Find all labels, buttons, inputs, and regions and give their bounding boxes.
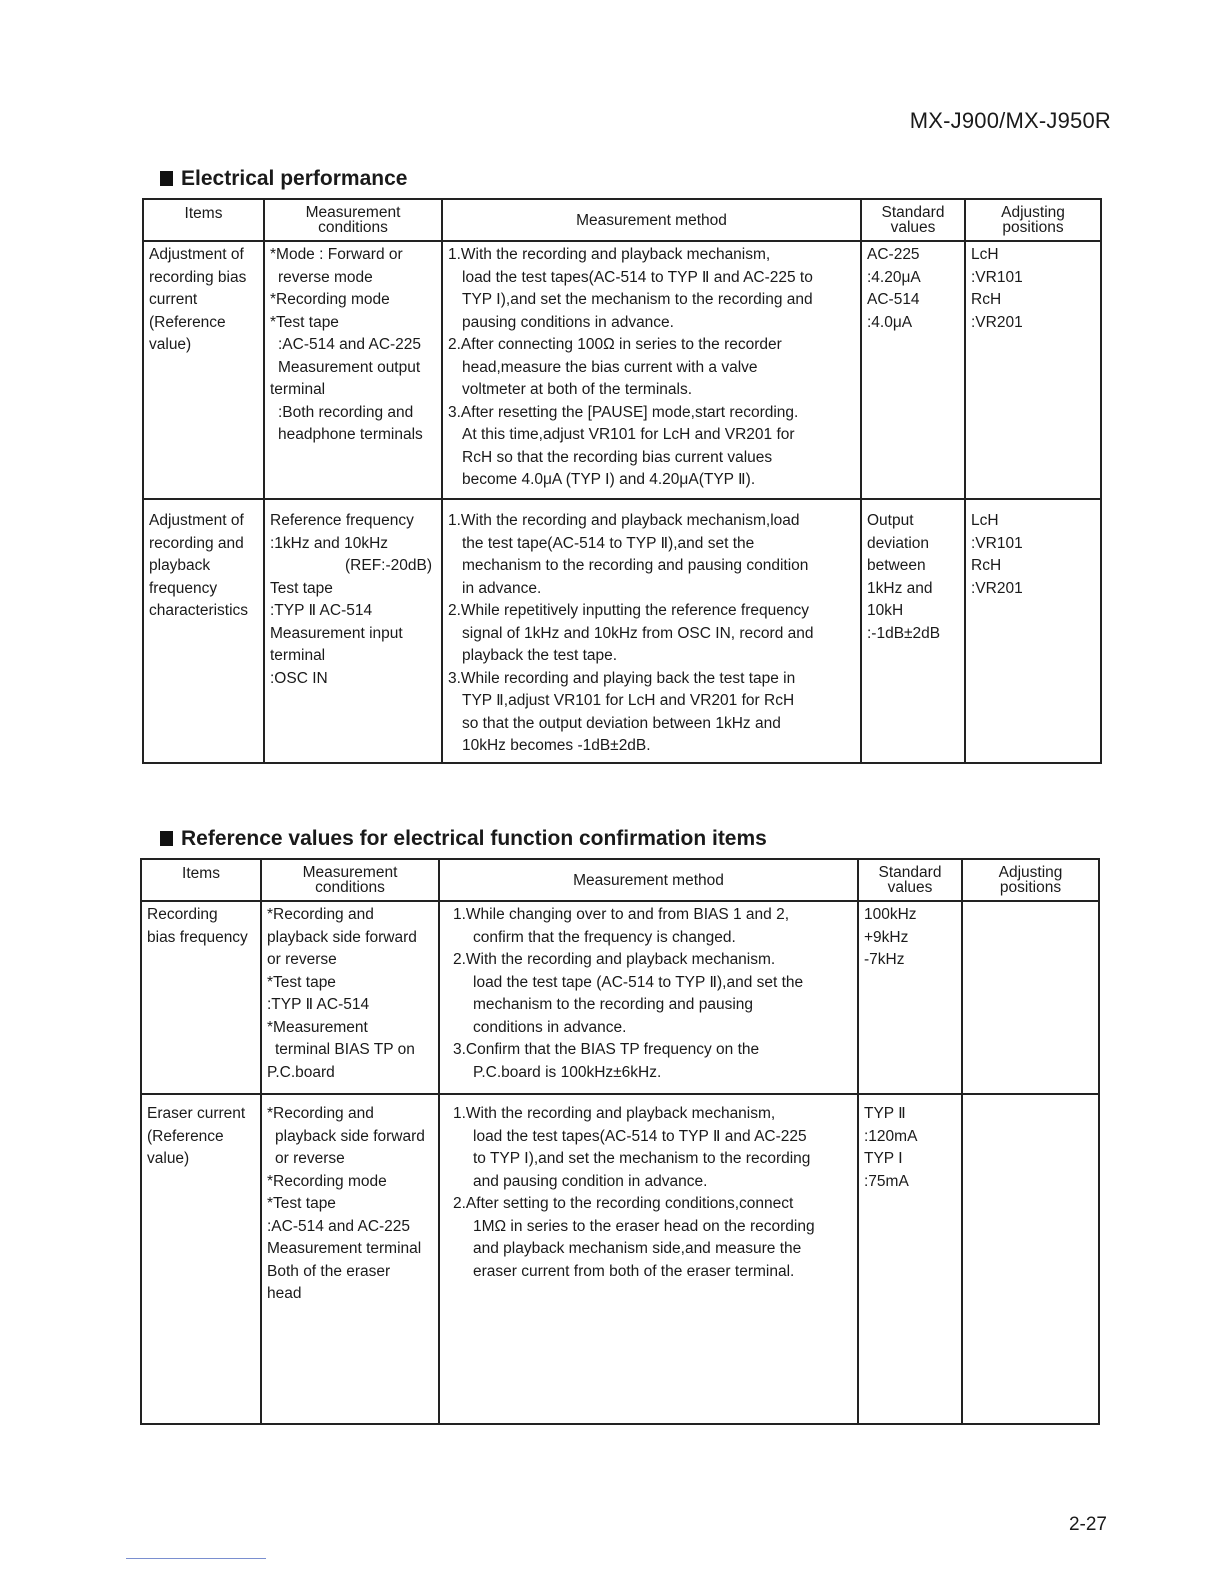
cell-line: Reference frequency [270, 512, 414, 529]
cell-line: Measurement output [278, 358, 421, 376]
cell-line: or reverse [275, 1150, 345, 1167]
header-standard: Standard values [861, 199, 965, 241]
cell-line: value) [149, 336, 192, 353]
section-title-reference-values [160, 827, 767, 851]
cell-adjusting [965, 499, 1101, 763]
cell-line: :AC-514 and AC-225 [278, 336, 422, 353]
cell-line: Adjustment of [149, 246, 244, 263]
header-items: Items [143, 199, 264, 241]
cell-line: :4.20μA [867, 268, 921, 286]
table-header-row [141, 859, 1099, 901]
section-title-text: Electrical performance [181, 167, 408, 190]
cell-line: recording and [149, 534, 244, 552]
cell-line: playback side forward [275, 1127, 425, 1145]
cell-line: :120mA [864, 1127, 918, 1145]
cell-line: *Test tape [270, 313, 339, 331]
cell-line: characteristics [149, 602, 249, 619]
header-standard: Standard values [858, 859, 962, 901]
cell-line: 1.While changing over to and from BIAS 1 and 2, [453, 906, 790, 923]
cell-line: and pausing condition in advance. [473, 1172, 708, 1190]
footer-rule [126, 1558, 266, 1559]
cell-adjusting [965, 241, 1101, 499]
header-adjusting: Adjusting positions [962, 859, 1099, 901]
header-conditions: Measurement conditions [264, 199, 442, 241]
cell-line: current [149, 291, 198, 308]
cell-line: Test tape [270, 579, 333, 597]
cell-items [141, 901, 261, 1094]
cell-line: *Recording mode [267, 1172, 387, 1190]
cell-line: *Test tape [267, 1195, 336, 1212]
cell-line: 1.With the recording and playback mechanism,load [448, 512, 800, 529]
cell-standard [861, 499, 965, 763]
cell-line: terminal BIAS TP on [275, 1041, 415, 1058]
cell-conditions [261, 1094, 439, 1424]
model-number: MX-J900/MX-J950R [909, 108, 1111, 133]
cell-line: 10kHz becomes -1dB±2dB. [462, 737, 651, 754]
cell-line: 1.With the recording and playback mechanism, [448, 246, 771, 263]
cell-line: RcH [971, 291, 1002, 308]
cell-line: head [267, 1285, 302, 1302]
cell-line: Measurement terminal [267, 1240, 422, 1257]
section-title-text: Reference values for electrical function confirmation items [181, 827, 767, 850]
cell-conditions [264, 241, 442, 499]
cell-line: recording bias [149, 268, 247, 286]
cell-line: 3.While recording and playing back the test tape in [448, 669, 796, 687]
cell-line: Measurement input [270, 624, 403, 642]
cell-line: Output [867, 512, 914, 529]
cell-line: deviation [867, 534, 930, 552]
cell-line: or reverse [267, 951, 337, 968]
page-number: 2-27 [1068, 1514, 1107, 1535]
cell-line: Recording [147, 906, 218, 923]
cell-line: :4.0μA [867, 313, 913, 331]
cell-line: confirm that the frequency is changed. [473, 928, 736, 946]
cell-standard [858, 1094, 962, 1424]
cell-line: 1.With the recording and playback mechanism, [453, 1105, 776, 1122]
cell-line: :-1dB±2dB [867, 624, 941, 642]
cell-line: At this time,adjust VR101 for LcH and VR201 for [462, 426, 795, 443]
cell-method [442, 241, 861, 499]
cell-line: (Reference [147, 1127, 224, 1145]
cell-line: pausing conditions in advance. [462, 313, 674, 331]
cell-method [439, 901, 858, 1094]
table-header-row [143, 199, 1101, 241]
cell-line: in advance. [462, 579, 542, 597]
cell-line: TYP Ⅱ,adjust VR101 for LcH and VR201 for RcH [462, 692, 795, 709]
cell-line: eraser current from both of the eraser terminal. [473, 1262, 795, 1280]
electrical-performance-table [142, 198, 1102, 764]
cell-line: and playback mechanism side,and measure the [473, 1240, 802, 1257]
cell-line: load the test tapes(AC-514 to TYP Ⅱ and AC-225 to [462, 268, 813, 286]
cell-line: *Measurement [267, 1018, 368, 1036]
cell-line: 10kH [867, 602, 904, 619]
cell-line: +9kHz [864, 928, 909, 946]
cell-line: voltmeter at both of the terminals. [462, 381, 693, 398]
cell-line: 3.After resetting the [PAUSE] mode,start recording. [448, 403, 799, 421]
cell-line: head,measure the bias current with a valve [462, 358, 758, 376]
cell-line: terminal [270, 381, 326, 398]
cell-line: :VR101 [971, 534, 1023, 552]
cell-standard [861, 241, 965, 499]
cell-line: :Both recording and [278, 403, 414, 421]
cell-line: between [867, 557, 926, 574]
cell-line: *Test tape [267, 973, 336, 991]
cell-adjusting [962, 901, 1099, 1094]
cell-method [439, 1094, 858, 1424]
cell-line: *Recording and [267, 1105, 374, 1122]
reference-values-table [140, 858, 1100, 1425]
cell-line: mechanism to the recording and pausing [473, 996, 754, 1013]
cell-line: AC-225 [867, 246, 920, 263]
cell-line: :75mA [864, 1172, 909, 1190]
cell-line: :TYP Ⅱ AC-514 [267, 996, 370, 1013]
header-method: Measurement method [442, 199, 861, 241]
cell-line: value) [147, 1150, 190, 1167]
cell-line: RcH [971, 557, 1002, 574]
cell-line: :1kHz and 10kHz [270, 534, 389, 552]
cell-items [143, 499, 264, 763]
cell-line: playback the test tape. [462, 647, 618, 664]
cell-line: :VR201 [971, 313, 1023, 331]
cell-line: signal of 1kHz and 10kHz from OSC IN, record and [462, 624, 814, 642]
cell-line: conditions in advance. [473, 1018, 627, 1036]
cell-line: (Reference [149, 313, 226, 331]
square-bullet-icon [160, 171, 173, 186]
cell-line: :VR201 [971, 579, 1023, 597]
cell-line: 2.While repetitively inputting the reference frequency [448, 602, 810, 619]
table-row [141, 901, 1099, 1094]
cell-method [442, 499, 861, 763]
cell-line: 100kHz [864, 906, 917, 923]
cell-line: RcH so that the recording bias current values [462, 448, 773, 466]
cell-line: TYP Ⅱ [864, 1105, 906, 1122]
header-items: Items [141, 859, 261, 901]
header-method: Measurement method [439, 859, 858, 901]
cell-line: LcH [971, 512, 999, 529]
cell-line: so that the output deviation between 1kHz and [462, 714, 781, 732]
cell-line: headphone terminals [278, 426, 423, 443]
cell-line: 2.After setting to the recording conditions,connect [453, 1195, 794, 1212]
cell-line: 2.With the recording and playback mechanism. [453, 951, 776, 968]
cell-line: 2.After connecting 100Ω in series to the recorder [448, 336, 782, 353]
cell-line: to TYP Ⅰ),and set the mechanism to the recording [473, 1150, 811, 1167]
cell-line: P.C.board [267, 1063, 335, 1081]
cell-items [141, 1094, 261, 1424]
cell-line: playback [149, 557, 211, 574]
cell-line: (REF:-20dB) [345, 557, 432, 574]
cell-line: :TYP Ⅱ AC-514 [270, 602, 373, 619]
cell-line: AC-514 [867, 291, 920, 308]
cell-line: 3.Confirm that the BIAS TP frequency on the [453, 1041, 760, 1058]
cell-line: become 4.0μA (TYP Ⅰ) and 4.20μA(TYP Ⅱ). [462, 471, 756, 488]
cell-line: *Recording mode [270, 291, 390, 308]
cell-line: 1kHz and [867, 579, 933, 597]
cell-line: load the test tape (AC-514 to TYP Ⅱ),and set the [473, 973, 804, 991]
cell-line: P.C.board is 100kHz±6kHz. [473, 1063, 662, 1081]
cell-line: 1MΩ in series to the eraser head on the recording [473, 1217, 815, 1235]
section-title-electrical-performance [160, 167, 407, 191]
cell-line: TYP Ⅰ [864, 1150, 903, 1167]
cell-line: Adjustment of [149, 512, 244, 529]
cell-line: TYP Ⅰ),and set the mechanism to the recording and [462, 291, 813, 308]
cell-line: terminal [270, 647, 326, 664]
cell-line: LcH [971, 246, 999, 263]
header-conditions: Measurement conditions [261, 859, 439, 901]
cell-line: Eraser current [147, 1105, 246, 1122]
cell-conditions [264, 499, 442, 763]
cell-line: :AC-514 and AC-225 [267, 1217, 411, 1235]
cell-adjusting [962, 1094, 1099, 1424]
table-row [143, 241, 1101, 499]
cell-line: mechanism to the recording and pausing condition [462, 557, 809, 574]
cell-line: *Mode : Forward or [270, 246, 403, 263]
cell-line: bias frequency [147, 928, 248, 946]
header-adjusting: Adjusting positions [965, 199, 1101, 241]
cell-line: :OSC IN [270, 669, 328, 687]
cell-line: frequency [149, 579, 218, 597]
cell-line: the test tape(AC-514 to TYP Ⅱ),and set the [462, 534, 755, 552]
cell-line: reverse mode [278, 268, 373, 286]
cell-line: *Recording and [267, 906, 374, 923]
cell-conditions [261, 901, 439, 1094]
cell-line: :VR101 [971, 268, 1023, 286]
cell-line: Both of the eraser [267, 1262, 391, 1280]
cell-standard [858, 901, 962, 1094]
cell-line: -7kHz [864, 951, 905, 968]
cell-items [143, 241, 264, 499]
cell-line: load the test tapes(AC-514 to TYP Ⅱ and AC-225 [473, 1127, 807, 1145]
table-row [141, 1094, 1099, 1424]
table-row [143, 499, 1101, 763]
cell-line: playback side forward [267, 928, 417, 946]
square-bullet-icon [160, 831, 173, 846]
